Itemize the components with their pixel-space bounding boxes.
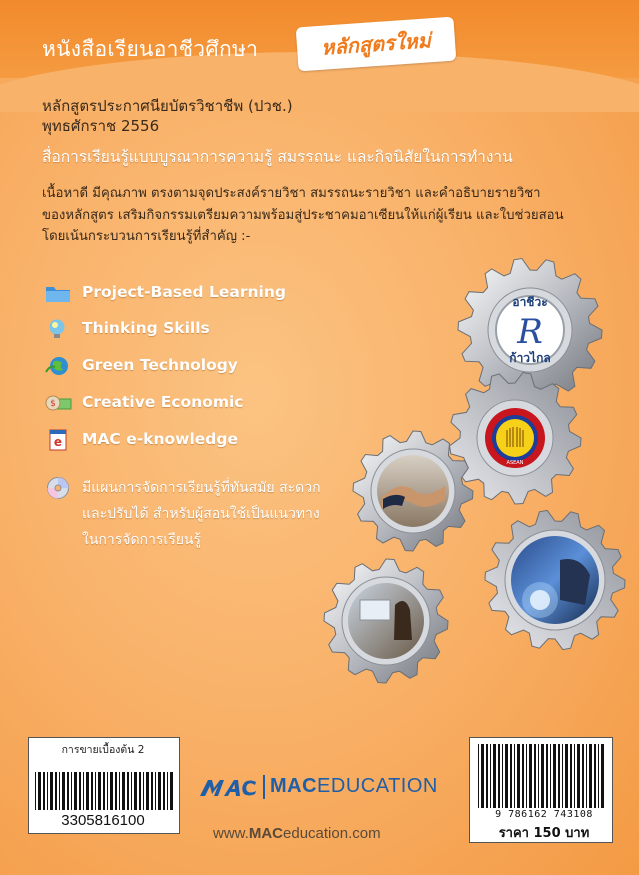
barcode-bar xyxy=(43,772,45,810)
barcode-bar xyxy=(74,772,77,810)
barcode-bar xyxy=(55,772,57,810)
barcode-bar xyxy=(143,772,144,810)
barcode-bar xyxy=(574,744,575,808)
barcode-bar xyxy=(134,772,137,810)
edition-label: การขายเบื้องต้น 2 xyxy=(61,744,145,756)
badge-text: หลักสูตรใหม่ xyxy=(320,28,432,60)
barcode-bar xyxy=(91,772,93,810)
barcode-bar xyxy=(594,744,596,808)
r-logo-top: อาชีวะ xyxy=(512,295,548,309)
barcode-bar xyxy=(481,744,484,808)
barcode-bar xyxy=(565,744,568,808)
barcode-bar xyxy=(47,772,48,810)
cd-note-line: ในการจัดการเรียนรู้ xyxy=(82,532,202,548)
svg-text:e: e xyxy=(53,435,63,449)
svg-text:$: $ xyxy=(50,399,56,409)
barcode-bar xyxy=(127,772,129,810)
barcode-bar xyxy=(79,772,81,810)
barcode-bar xyxy=(131,772,132,810)
curriculum-year: พุทธศักราช 2556 xyxy=(42,117,160,135)
barcode-bar xyxy=(550,744,551,808)
r-logo-letter: R xyxy=(517,312,543,352)
curriculum-name: หลักสูตรประกาศนียบัตรวิชาชีพ (ปวช.) xyxy=(42,97,293,115)
barcode-bar xyxy=(526,744,527,808)
barcode-bar xyxy=(502,744,503,808)
barcode-bar xyxy=(538,744,539,808)
barcode-bar xyxy=(35,772,36,810)
logo-rest: EDUCATION xyxy=(317,775,438,797)
barcode-bar xyxy=(119,772,120,810)
feature-label: Creative Economic xyxy=(82,393,244,411)
feature-label: MAC e-knowledge xyxy=(82,430,238,448)
barcode-bar xyxy=(158,772,161,810)
barcode-bar xyxy=(589,744,592,808)
barcode-bar xyxy=(103,772,105,810)
barcode-bar xyxy=(478,744,479,808)
barcode-bar xyxy=(486,744,488,808)
feature-label: Green Technology xyxy=(82,356,238,374)
barcode-bar xyxy=(562,744,563,808)
barcode-bar xyxy=(582,744,584,808)
barcode-bar xyxy=(553,744,556,808)
barcode-bar xyxy=(534,744,536,808)
barcode-bar xyxy=(577,744,580,808)
logo-separator xyxy=(263,775,265,799)
website-url[interactable] xyxy=(213,825,381,842)
barcode-bar xyxy=(546,744,548,808)
barcode-bar xyxy=(59,772,60,810)
barcode-bar xyxy=(67,772,69,810)
website-prefix: www. xyxy=(213,825,249,842)
barcode-bar xyxy=(110,772,113,810)
barcode-bar xyxy=(170,772,173,810)
barcode-bar xyxy=(167,772,168,810)
barcode-bar xyxy=(570,744,572,808)
barcode-bar xyxy=(139,772,141,810)
barcode-bar xyxy=(38,772,41,810)
cd-note-line: และปรับได้ สำหรับผู้สอนใช้เป็นแนวทาง xyxy=(82,506,320,522)
barcode-bar xyxy=(498,744,500,808)
barcode-bar xyxy=(601,744,604,808)
feature-label: Thinking Skills xyxy=(82,319,210,337)
isbn-number: 9 786162 743108 xyxy=(495,809,593,820)
logo-bold: MAC xyxy=(270,775,318,797)
barcode-bar xyxy=(490,744,491,808)
barcode-bar xyxy=(146,772,149,810)
barcode-bar xyxy=(98,772,101,810)
headline: สื่อการเรียนรู้แบบบูรณาการความรู้ สมรรถนะ และกิจนิสัยในการทำงาน xyxy=(42,148,513,166)
logo-wordmark xyxy=(270,775,438,798)
price: ราคา 150 บาท xyxy=(498,826,590,841)
barcode-bar xyxy=(83,772,84,810)
website-suffix: education.com xyxy=(283,825,381,842)
barcode-bar xyxy=(163,772,165,810)
barcode-bar xyxy=(122,772,125,810)
barcode-bar xyxy=(107,772,108,810)
description-line: โดยเน้นกระบวนการเรียนรู้ที่สำคัญ :- xyxy=(42,229,251,244)
feature-label: Project-Based Learning xyxy=(82,283,286,301)
office-photo xyxy=(348,583,424,659)
barcode-bar xyxy=(510,744,512,808)
left-barcode-number: 3305816100 xyxy=(61,812,145,829)
barcode-bar xyxy=(86,772,89,810)
series-title: หนังสือเรียนอาชีวศึกษา xyxy=(42,37,259,61)
barcode-bar xyxy=(62,772,65,810)
barcode-bar xyxy=(71,772,72,810)
r-logo-bottom: ก้าวไกล xyxy=(509,351,551,365)
barcode-bar xyxy=(514,744,515,808)
cd-note-line: มีแผนการจัดการเรียนรู้ที่ทันสมัย สะดวก xyxy=(82,480,321,496)
mac-logo-mark xyxy=(200,776,258,798)
description-line: เนื้อหาดี มีคุณภาพ ตรงตามจุดประสงค์รายวิชา สมรรถนะรายวิชา และคำอธิบายรายวิชา xyxy=(42,186,541,201)
barcode-bar xyxy=(505,744,508,808)
barcode-bar xyxy=(529,744,532,808)
barcode-bar xyxy=(493,744,496,808)
website-brand: MAC xyxy=(248,825,284,842)
barcode-bar xyxy=(151,772,153,810)
barcode-bar xyxy=(155,772,156,810)
barcode-bar xyxy=(95,772,96,810)
barcode-bar xyxy=(517,744,520,808)
asean-label: ASEAN xyxy=(506,460,524,466)
barcode-bar xyxy=(522,744,524,808)
barcode-bar xyxy=(541,744,544,808)
barcode-bar xyxy=(115,772,117,810)
barcode-bar xyxy=(558,744,560,808)
description-line: ของหลักสูตร เสริมกิจกรรมเตรียมความพร้อมสู่ประชาคมอาเซียนให้แก่ผู้เรียน และใบช่วยสอน xyxy=(42,207,564,223)
barcode-bar xyxy=(586,744,587,808)
barcode-bar xyxy=(598,744,599,808)
barcode-bar xyxy=(50,772,53,810)
